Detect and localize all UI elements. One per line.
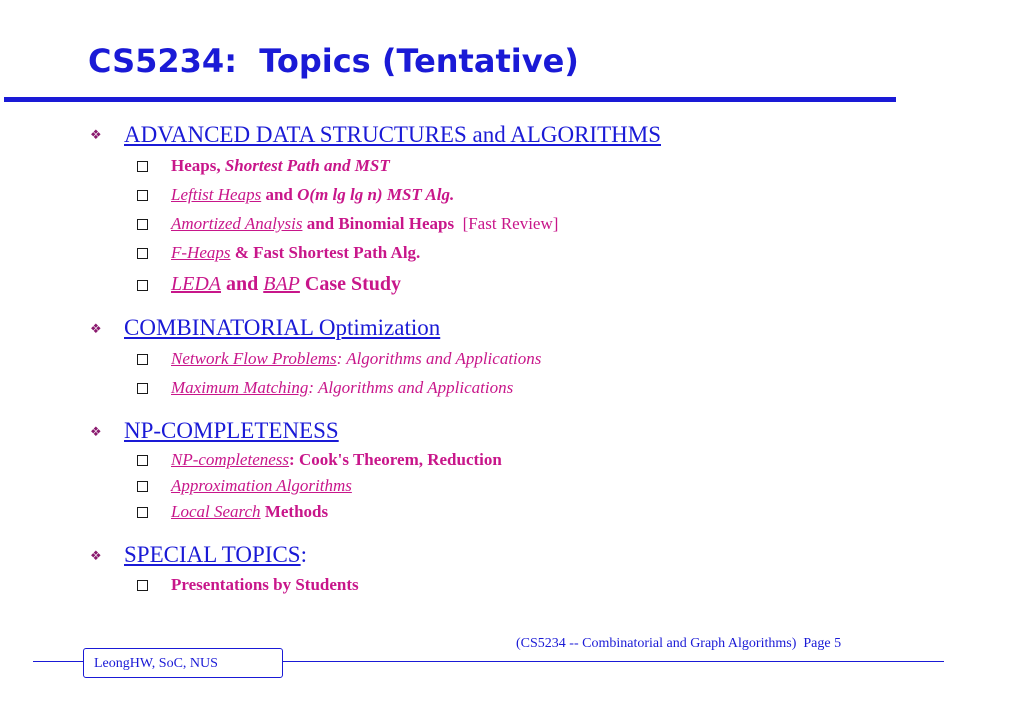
item-link-text[interactable]: Leftist Heaps: [171, 185, 262, 204]
item-text: Heaps,: [171, 156, 225, 175]
list-item: [171, 185, 454, 205]
list-item: [171, 476, 352, 496]
list-item: [171, 156, 390, 176]
list-item: [171, 243, 420, 263]
square-bullet-icon: [137, 190, 148, 201]
item-text: [Fast Review]: [454, 214, 559, 233]
section-heading-suffix: :: [300, 542, 307, 567]
square-bullet-icon: [137, 455, 148, 466]
item-text: Shortest Path and MST: [224, 156, 390, 175]
square-bullet-icon: [137, 280, 148, 291]
footer-course-label: (CS5234 -- Combinatorial and Graph Algorithms) Page 5: [516, 636, 842, 651]
diamond-bullet-icon: ❖: [90, 424, 102, 439]
item-link-text[interactable]: F-Heaps: [171, 243, 231, 262]
item-text: Methods: [260, 502, 329, 521]
square-bullet-icon: [137, 580, 148, 591]
list-item: [171, 349, 541, 369]
footer-author-label: LeongHW, SoC, NUS: [94, 656, 218, 671]
item-link-text[interactable]: Network Flow Problems: [171, 349, 337, 368]
slide-title: CS5234: Topics (Tentative): [88, 42, 579, 80]
square-bullet-icon: [137, 248, 148, 259]
item-text: : Algorithms and Applications: [308, 378, 514, 397]
square-bullet-icon: [137, 383, 148, 394]
diamond-bullet-icon: ❖: [90, 127, 102, 142]
item-text: and: [221, 273, 264, 295]
section-heading-np: [124, 418, 339, 444]
section-heading-text: COMBINATORIAL Optimization: [124, 315, 441, 340]
item-text: Case Study: [299, 273, 402, 295]
diamond-bullet-icon: ❖: [90, 548, 102, 563]
item-link-text[interactable]: Amortized Analysis: [171, 214, 303, 233]
item-text: & Fast Shortest Path Alg.: [230, 243, 421, 262]
square-bullet-icon: [137, 507, 148, 518]
list-item: [171, 575, 359, 595]
item-link-text[interactable]: Local Search: [171, 502, 261, 521]
item-text: : Algorithms and Applications: [336, 349, 542, 368]
section-heading-special: [124, 542, 307, 568]
item-text: Presentations by Students: [171, 575, 359, 594]
section-heading-text: SPECIAL TOPICS: [124, 542, 301, 567]
item-link-text[interactable]: NP-completeness: [171, 450, 290, 469]
item-text: : Cook's Theorem, Reduction: [289, 450, 502, 469]
section-heading-text: NP-COMPLETENESS: [124, 418, 339, 443]
square-bullet-icon: [137, 481, 148, 492]
item-link-text[interactable]: LEDA: [171, 273, 221, 295]
item-link-text[interactable]: Approximation Algorithms: [171, 476, 352, 495]
list-item: [171, 214, 558, 234]
section-heading-advanced: [124, 122, 661, 148]
title-divider: [4, 97, 896, 102]
list-item: [171, 273, 401, 296]
footer-divider-right: [282, 661, 944, 662]
footer-author-box: [83, 648, 283, 678]
list-item: [171, 502, 328, 522]
item-link-text[interactable]: Maximum Matching: [171, 378, 309, 397]
square-bullet-icon: [137, 161, 148, 172]
item-text: O(m lg lg n) MST Alg.: [297, 185, 455, 204]
section-heading-text: ADVANCED DATA STRUCTURES and ALGORITHMS: [124, 122, 661, 147]
square-bullet-icon: [137, 219, 148, 230]
section-heading-combinatorial: [124, 315, 440, 341]
item-text: and: [261, 185, 298, 204]
list-item: [171, 450, 502, 470]
square-bullet-icon: [137, 354, 148, 365]
diamond-bullet-icon: ❖: [90, 321, 102, 336]
footer-divider-left: [33, 661, 83, 662]
list-item: [171, 378, 513, 398]
item-link-text[interactable]: BAP: [263, 273, 300, 295]
item-text: and Binomial Heaps: [302, 214, 455, 233]
